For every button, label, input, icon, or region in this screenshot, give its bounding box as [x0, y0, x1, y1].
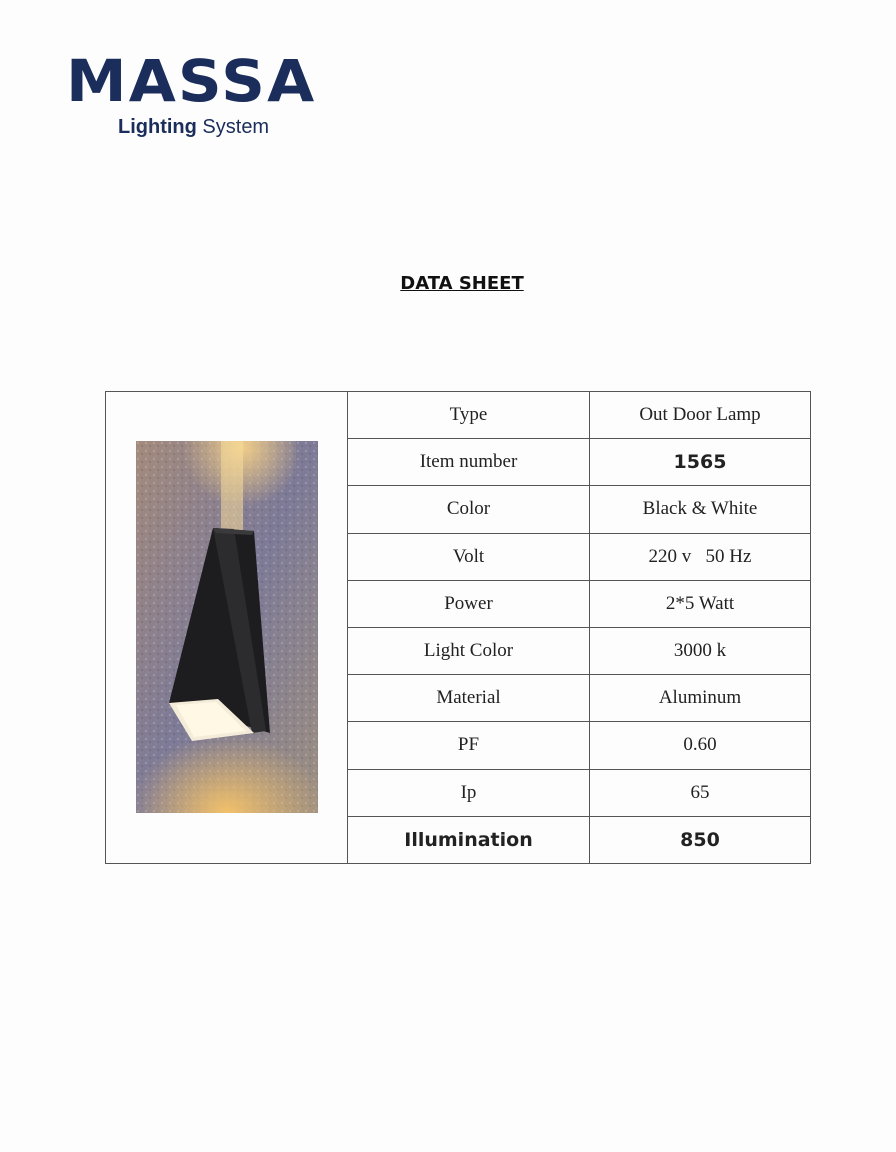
spec-value: Black & White [590, 486, 811, 533]
company-logo [66, 47, 356, 138]
logo-tagline-regular: System [196, 116, 270, 138]
document-title: DATA SHEET [400, 273, 524, 294]
spec-value: 65 [590, 769, 811, 816]
spec-row-type [106, 392, 811, 439]
spec-label: Power [348, 580, 590, 627]
spec-label: Color [348, 486, 590, 533]
spec-label: Ip [348, 769, 590, 816]
spec-value: 3000 k [590, 627, 811, 674]
spec-label: Type [348, 392, 590, 439]
logo-tagline [118, 116, 269, 139]
spec-label: Volt [348, 533, 590, 580]
spec-value: 0.60 [590, 722, 811, 769]
spec-value: Out Door Lamp [590, 392, 811, 439]
spec-value: 1565 [590, 439, 811, 486]
logo-wordmark: MASSA [66, 47, 317, 115]
product-image-cell [106, 392, 348, 864]
spec-label: Item number [348, 439, 590, 486]
spec-value: 2*5 Watt [590, 580, 811, 627]
spec-label: Material [348, 675, 590, 722]
spec-label: Light Color [348, 627, 590, 674]
spec-value: Aluminum [590, 675, 811, 722]
wall-lamp-photo [136, 441, 318, 813]
spec-value: 220 v 50 Hz [590, 533, 811, 580]
spec-value: 850 [590, 816, 811, 863]
spec-label: PF [348, 722, 590, 769]
spec-table [105, 391, 811, 864]
spec-label: Illumination [348, 816, 590, 863]
logo-tagline-bold: Lighting [118, 116, 197, 138]
